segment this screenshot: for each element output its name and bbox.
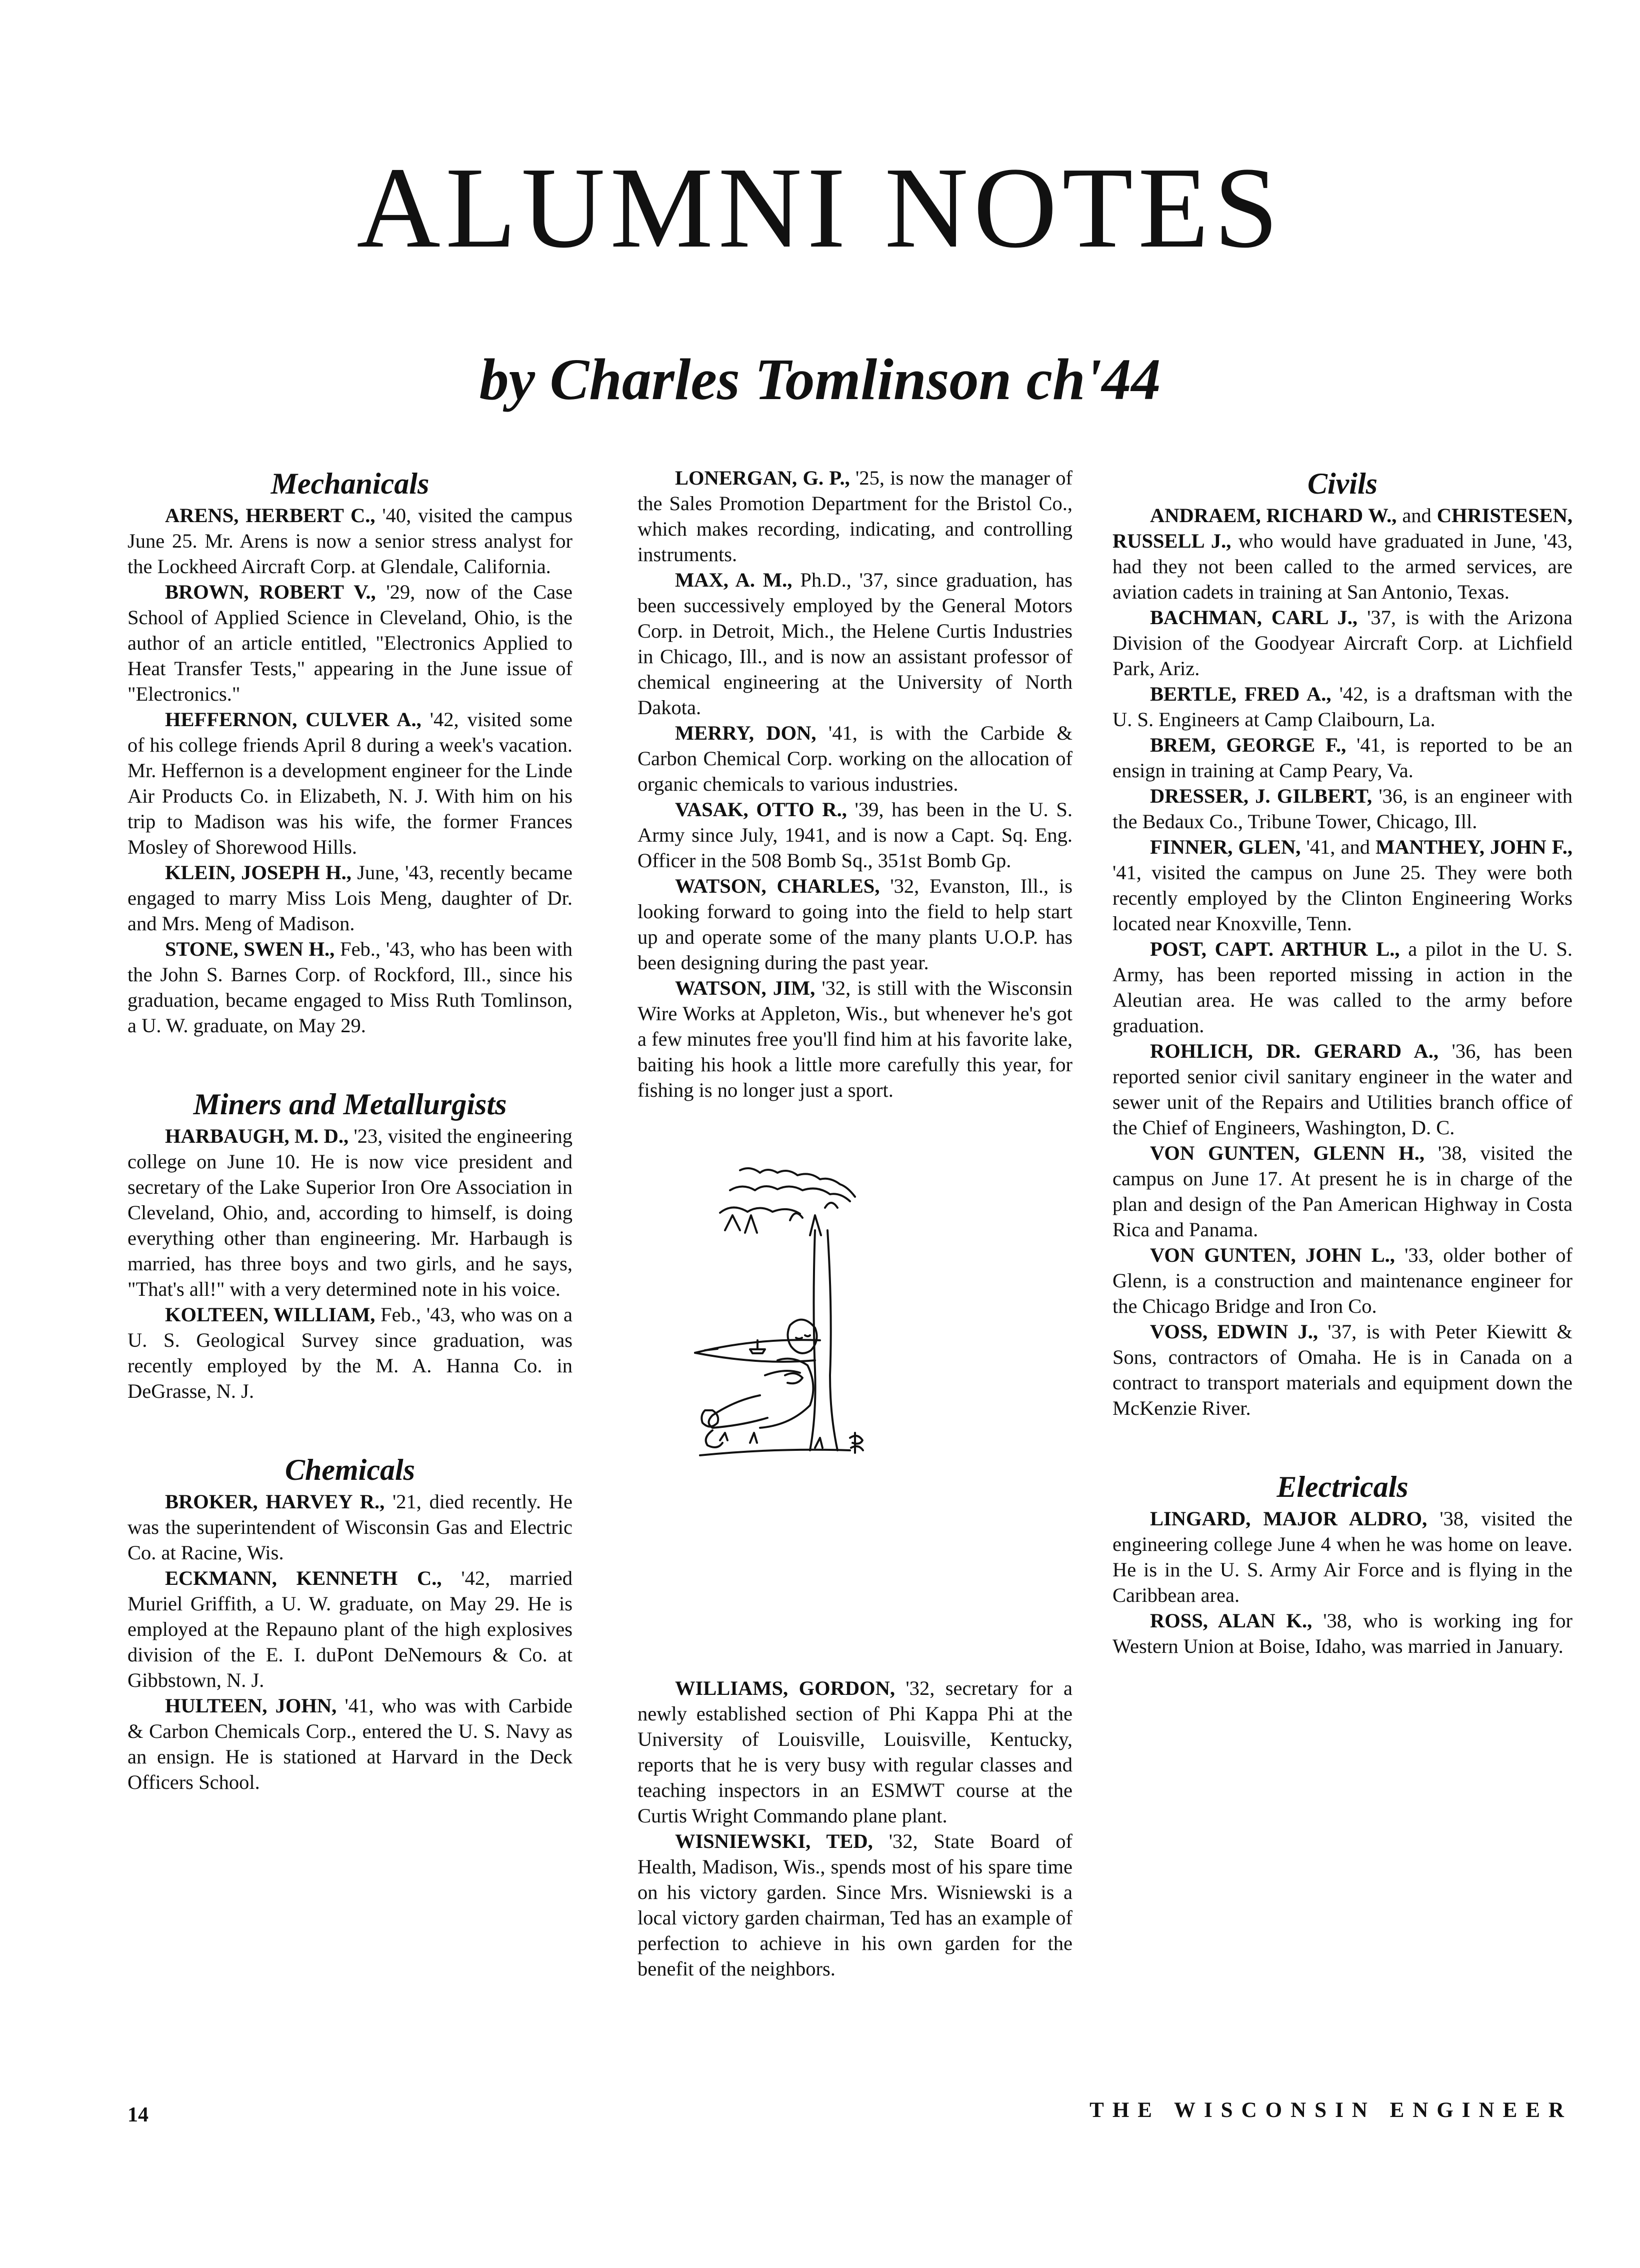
alumni-entry: [1112, 1608, 1572, 1659]
alumni-text: '42, visited some of his college friends April 8 during a week's vacation. Mr. Heffernon is a development engineer for the Linde Air Products Co. in Elizabeth, N. J. With him on his trip to Madison was his wife, the former Frances Mosley of Shorewood Hills.: [128, 708, 572, 858]
alumni-entry: [128, 860, 572, 936]
alumni-entry: [128, 1123, 572, 1302]
page-number: 14: [128, 2103, 148, 2126]
alumni-entry: [128, 1565, 572, 1693]
alumni-text: '37, is with the Arizona Division of the Goodyear Aircraft Corp. at Lichfield Park, Ariz.: [1112, 606, 1572, 680]
alumni-name: VON GUNTEN, JOHN L.,: [1150, 1244, 1395, 1266]
alumni-name: WATSON, JIM,: [675, 977, 816, 999]
alumni-text: '41, is reported to be an ensign in training at Camp Peary, Va.: [1112, 734, 1572, 782]
alumni-text: '32, State Board of Health, Madison, Wis., spends most of his spare time on his victory garden. Since Mrs. Wisniewski is a local victory garden chairman, Ted has an example of perfection to achieve in his own garden for the benefit of the neighbors.: [638, 1830, 1072, 1980]
alumni-entry: [638, 1828, 1072, 1981]
alumni-entry: [1112, 732, 1572, 783]
alumni-text: '32, is still with the Wisconsin Wire Works at Appleton, Wis., but whenever he's got a few minutes free you'll find him at his favorite lake, baiting his hook a little more carefully this year, for fishing is no longer just a sport.: [638, 977, 1073, 1101]
alumni-text: '32, Evanston, Ill., is looking forward to going into the field to help start up and operate some of the many plants U.O.P. has been designing during the past year.: [638, 875, 1072, 974]
alumni-name: MANTHEY, JOHN F.,: [1376, 836, 1572, 858]
alumni-text: Ph.D., '37, since graduation, has been successively employed by the General Motors Corp. in Detroit, Mich., the Helene Curtis Industries in Chicago, Ill., and is now an assistant professor of chemical engineering at the University of North Dakota.: [638, 569, 1072, 719]
alumni-text: '36, has been reported senior civil sanitary engineer in the water and sewer unit of the Repairs and Utilities branch office of the Chief of Engineers, Washington, D. C.: [1112, 1040, 1572, 1139]
section-heading-civils: Civils: [1307, 467, 1378, 500]
alumni-name: VON GUNTEN, GLENN H.,: [1150, 1142, 1424, 1164]
alumni-text: '25, is now the manager of the Sales Promotion Department for the Bristol Co., which makes recording, indicating, and controlling instruments.: [638, 467, 1072, 566]
alumni-name: BACHMAN, CARL J.,: [1150, 606, 1358, 629]
alumni-text: '38, visited the engineering college June 4 when he was home on leave. He is in the U. S. Army Air Force and is flying in the Caribbean area.: [1112, 1507, 1572, 1606]
publication-name: THE WISCONSIN ENGINEER: [1090, 2098, 1572, 2122]
alumni-entry: [1112, 783, 1572, 834]
alumni-name: BREM, GEORGE F.,: [1150, 734, 1346, 756]
alumni-entry: [1112, 936, 1572, 1038]
alumni-name: CHRISTESEN, RUSSELL J.,: [1112, 504, 1572, 552]
alumni-name: ANDRAEM, RICHARD W.,: [1150, 504, 1397, 527]
alumni-text: and: [1396, 504, 1437, 527]
alumni-entry: [1112, 503, 1572, 605]
alumni-entry: [1112, 681, 1572, 732]
section-spacer: [1112, 1421, 1572, 1468]
alumni-name: VASAK, OTTO R.,: [675, 798, 847, 821]
alumni-entry: [1112, 1242, 1572, 1319]
alumni-name: WISNIEWSKI, TED,: [675, 1830, 873, 1852]
alumni-name: ARENS, HERBERT C.,: [165, 504, 376, 527]
alumni-name: ECKMANN, KENNETH C.,: [165, 1567, 442, 1589]
section-heading-miners: Miners and Metallurgists: [193, 1088, 507, 1121]
alumni-name: POST, CAPT. ARTHUR L.,: [1150, 938, 1400, 960]
alumni-text: June, '43, recently became engaged to marry Miss Lois Meng, daughter of Dr. and Mrs. Meng of Madison.: [128, 861, 572, 935]
alumni-name: MERRY, DON,: [675, 722, 816, 744]
alumni-entry: [638, 720, 1072, 797]
alumni-name: BROWN, ROBERT V.,: [165, 581, 376, 603]
fishing-cartoon-illustration: [690, 1160, 1010, 1480]
section-spacer: [128, 1038, 572, 1086]
section-spacer: [128, 1404, 572, 1451]
alumni-entry: [638, 797, 1072, 873]
alumni-text: '32, secretary for a newly established section of Phi Kappa Phi at the University of Louisville, Louisville, Kentucky, reports that he is very busy with regular classes and teaching inspectors in an ESMWT course at the Curtis Wright Commando plane plant.: [638, 1677, 1072, 1827]
alumni-entry: [128, 1302, 572, 1404]
alumni-text: '40, visited the campus June 25. Mr. Arens is now a senior stress analyst for the Lockheed Aircraft Corp. at Glendale, California.: [128, 504, 572, 578]
alumni-text: '38, who is working ing for Western Union at Boise, Idaho, was married in January.: [1112, 1609, 1572, 1657]
column-middle: [638, 465, 1072, 1480]
section-heading-electricals: Electricals: [1276, 1470, 1408, 1503]
alumni-text: '42, married Muriel Griffith, a U. W. graduate, on May 29. He is employed at the Repauno plant of the high explosives division of the E. I. duPont DeNemours & Co. at Gibbstown, N. J.: [128, 1567, 572, 1691]
byline: by Charles Tomlinson ch'44: [479, 347, 1161, 412]
alumni-entry: [1112, 605, 1572, 681]
alumni-name: LINGARD, MAJOR ALDRO,: [1150, 1507, 1428, 1530]
alumni-text: '38, visited the campus on June 17. At present he is in charge of the plan and design of the Pan American Highway in Costa Rica and Panama.: [1112, 1142, 1572, 1241]
alumni-text: Feb., '43, who was on a U. S. Geological Survey since graduation, was recently employed by the M. A. Hanna Co. in DeGrasse, N. J.: [128, 1303, 572, 1402]
alumni-text: '41, who was with Carbide & Carbon Chemicals Corp., entered the U. S. Navy as an ensign. He is stationed at Harvard in the Deck Officers School.: [128, 1694, 572, 1793]
alumni-text: '41, and: [1300, 836, 1376, 858]
section-heading-chemicals: Chemicals: [284, 1453, 415, 1486]
alumni-entry: [128, 1693, 572, 1795]
alumni-name: ROSS, ALAN K.,: [1150, 1609, 1312, 1632]
section-heading-mechanicals: Mechanicals: [270, 467, 430, 500]
alumni-name: STONE, SWEN H.,: [165, 938, 335, 960]
alumni-entry: [1112, 1506, 1572, 1608]
column-right: [1112, 465, 1572, 1659]
alumni-text: '42, is a draftsman with the U. S. Engineers at Camp Claibourn, La.: [1112, 683, 1572, 731]
alumni-entry: [128, 936, 572, 1038]
alumni-text: '37, is with Peter Kiewitt & Sons, contractors of Omaha. He is in Canada on a contract to transport materials and equipment down the McKenzie River.: [1112, 1320, 1572, 1419]
alumni-name: HULTEEN, JOHN,: [165, 1694, 337, 1717]
alumni-entry: [1112, 1319, 1572, 1421]
alumni-text: '21, died recently. He was the superintendent of Wisconsin Gas and Electric Co. at Racine, Wis.: [128, 1490, 572, 1564]
alumni-name: ROHLICH, DR. GERARD A.,: [1150, 1040, 1438, 1062]
alumni-text: who would have graduated in June, '43, had they not been called to the armed services, are aviation cadets in training at San Antonio, Texas.: [1112, 530, 1572, 603]
alumni-name: DRESSER, J. GILBERT,: [1150, 785, 1372, 807]
column-left: [128, 465, 572, 1795]
alumni-name: VOSS, EDWIN J.,: [1150, 1320, 1318, 1343]
page-title: ALUMNI NOTES: [356, 144, 1284, 272]
alumni-entry: [128, 579, 572, 707]
alumni-name: HEFFERNON, CULVER A.,: [165, 708, 422, 731]
alumni-entry: [1112, 1038, 1572, 1140]
alumni-name: KOLTEEN, WILLIAM,: [165, 1303, 376, 1326]
alumni-entry: [1112, 1140, 1572, 1242]
alumni-text: a pilot in the U. S. Army, has been reported missing in action in the Aleutian area. He was called to the army before graduation.: [1112, 938, 1572, 1037]
column-middle-lower: [638, 1675, 1072, 1981]
alumni-name: HARBAUGH, M. D.,: [165, 1125, 349, 1147]
alumni-text: '41, visited the campus on June 25. They were both recently employed by the Clinton Engineering Works located near Knoxville, Tenn.: [1112, 861, 1572, 935]
alumni-name: FINNER, GLEN,: [1150, 836, 1301, 858]
alumni-text: '39, has been in the U. S. Army since July, 1941, and is now a Capt. Sq. Eng. Officer in the 508 Bomb Sq., 351st Bomb Gp.: [638, 798, 1072, 872]
alumni-entry: [128, 503, 572, 579]
alumni-name: BERTLE, FRED A.,: [1150, 683, 1332, 705]
alumni-entry: [1112, 834, 1572, 936]
alumni-text: '41, is with the Carbide & Carbon Chemical Corp. working on the allocation of organic chemicals to various industries.: [638, 722, 1073, 795]
alumni-name: BROKER, HARVEY R.,: [165, 1490, 385, 1513]
alumni-entry: [128, 1489, 572, 1565]
alumni-entry: [638, 975, 1072, 1103]
alumni-name: LONERGAN, G. P.,: [675, 467, 850, 489]
alumni-text: '33, older bother of Glenn, is a construction and maintenance engineer for the Chicago Bridge and Iron Co.: [1112, 1244, 1572, 1317]
alumni-text: Feb., '43, who has been with the John S. Barnes Corp. of Rockford, Ill., since his graduation, became engaged to Miss Ruth Tomlinson, a U. W. graduate, on May 29.: [128, 938, 572, 1037]
alumni-entry: [638, 465, 1072, 567]
alumni-name: KLEIN, JOSEPH H.,: [165, 861, 352, 884]
alumni-text: '23, visited the engineering college on June 10. He is now vice president and secretary of the Lake Superior Iron Ore Association in Cleveland, Ohio, and, according to himself, is doing everything other than engineering. Mr. Harbaugh is married, has three boys and two girls, and he says, "That's all!" with a very determined note in his voice.: [128, 1125, 572, 1300]
alumni-entry: [638, 873, 1072, 975]
alumni-text: '36, is an engineer with the Bedaux Co., Tribune Tower, Chicago, Ill.: [1112, 785, 1572, 833]
alumni-name: WILLIAMS, GORDON,: [675, 1677, 895, 1699]
alumni-entry: [128, 707, 572, 860]
alumni-text: '29, now of the Case School of Applied Science in Cleveland, Ohio, is the author of an article entitled, "Electronics Applied to Heat Transfer Tests," appearing in the June issue of "Electronics.": [128, 581, 572, 705]
alumni-entry: [638, 567, 1072, 720]
alumni-name: WATSON, CHARLES,: [675, 875, 880, 897]
alumni-name: MAX, A. M.,: [675, 569, 792, 591]
alumni-entry: [638, 1675, 1072, 1828]
